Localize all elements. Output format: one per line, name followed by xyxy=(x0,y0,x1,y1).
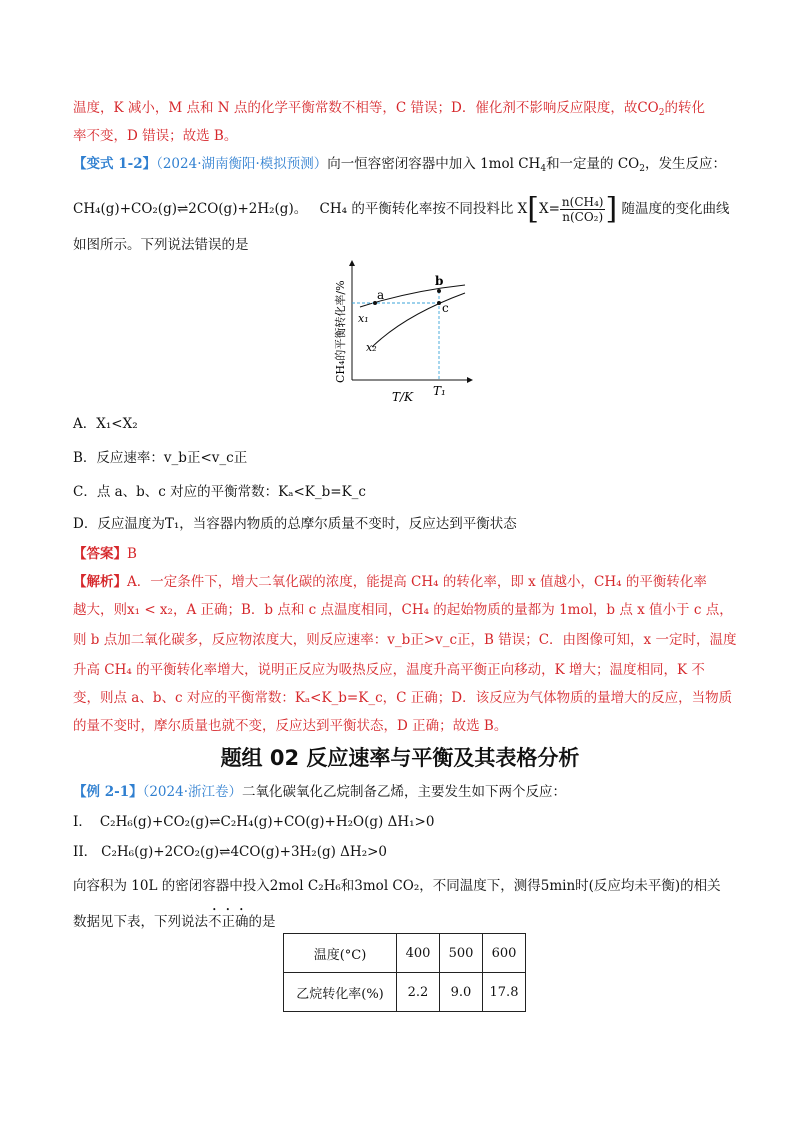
option-a: A．X₁<X₂ xyxy=(73,416,138,432)
example-condition-line: 向容积为 10L 的密闭容器中投入2mol C₂H₆和3mol CO₂，不同温度下，测得5min时(反应均未平衡)的相关 xyxy=(73,878,721,894)
emphasis-not-correct: 不正确 xyxy=(208,914,249,930)
example-2-1-header: 【例 2-1】（2024·浙江卷）二氧化碳氧化乙烷制备乙烯，主要发生如下两个反应： xyxy=(73,784,566,800)
point-c xyxy=(437,301,441,305)
option-d: D．反应温度为T₁，当容器内物质的总摩尔质量不变时，反应达到平衡状态 xyxy=(73,516,517,532)
reaction-equation: CH₄(g)+CO₂(g)⇌2CO(g)+2H₂(g)。 xyxy=(73,201,308,217)
option-c: C．点 a、b、c 对应的平衡常数：Kₐ<K_b=K_c xyxy=(73,484,366,500)
x-marker-t1: T₁ xyxy=(433,384,446,398)
variant-question-line: 如图所示。下列说法错误的是 xyxy=(73,237,249,253)
data-table xyxy=(283,933,526,1012)
table-cell: 9.0 xyxy=(440,973,483,1012)
analysis-line-1: 【解析】A．一定条件下，增大二氧化碳的浓度，能提高 CH₄ 的转化率，即 x 值越小，CH₄ 的平衡转化率 xyxy=(73,574,707,590)
reaction-i: I． C₂H₆(g)+CO₂(g)⇌C₂H₄(g)+CO(g)+H₂O(g) ΔH₁>0 xyxy=(73,814,435,830)
y-axis-label: CH₄的平衡转化率/% xyxy=(334,280,347,383)
x-axis-label: T/K xyxy=(392,390,414,404)
table-row xyxy=(284,973,526,1012)
table-cell: 600 xyxy=(483,934,526,973)
reaction-ii: II． C₂H₆(g)+2CO₂(g)⇌4CO(g)+3H₂(g) ΔH₂>0 xyxy=(73,844,388,860)
conversion-temperature-chart xyxy=(320,255,480,410)
table-cell: 500 xyxy=(440,934,483,973)
series-x2-label: x₂ xyxy=(366,341,377,354)
table-header-cell: 乙烷转化率(%) xyxy=(284,973,397,1012)
table-cell: 2.2 xyxy=(397,973,440,1012)
point-a-label: a xyxy=(377,288,385,302)
table-row xyxy=(284,934,526,973)
point-b-label: b xyxy=(435,274,444,288)
series-x1-label: x₁ xyxy=(358,312,369,325)
analysis-continued-line-2: 率不变，D 错误；故选 B。 xyxy=(73,128,238,144)
series-x2-curve xyxy=(372,293,465,347)
variant-1-2-header: 【变式 1-2】（2024·湖南衡阳·模拟预测）向一恒容密闭容器中加入 1mol $CH_4$和一定量的 $CO_2$，发生反应： xyxy=(73,156,726,174)
analysis-line-6: 的量不变时，摩尔质量也就不变，反应达到平衡状态，D 正确；故选 B。 xyxy=(73,718,508,734)
example-question-line: 数据见下表，下列说法不正确的是 xyxy=(73,914,276,930)
analysis-line-3: 则 b 点加二氧化碳多，反应物浓度大，则反应速率：v_b正>v_c正，B 错误；C．由图像可知，x 一定时，温度 xyxy=(73,632,737,648)
analysis-line-2: 越大，则x₁ < x₂，A 正确；B．b 点和 c 点温度相同，CH₄ 的起始物质的量都为 1mol，b 点 x 值小于 c 点， xyxy=(73,602,733,618)
analysis-line-5: 变，则点 a、b、c 对应的平衡常数：Kₐ<K_b=K_c，C 正确；D．该反应为气体物质的量增大的反应，当物质 xyxy=(73,690,733,706)
analysis-line-4: 升高 CH₄ 的平衡转化率增大，说明正反应为吸热反应，温度升高平衡正向移动，K 增大；温度相同，K 不 xyxy=(73,662,705,678)
section-title: 题组 02 反应速率与平衡及其表格分析 xyxy=(220,746,580,770)
point-b xyxy=(437,289,441,293)
table-cell: 400 xyxy=(397,934,440,973)
reaction-equation-line: CH₄(g)+CO₂(g)⇌2CO(g)+2H₂(g)。 CH₄ 的平衡转化率按不同投料比 X[X= $\frac{\text{n(CH₄)}}{\text{n(CO₂)}}$ ] 随温度的变化曲线 xyxy=(73,191,730,227)
point-c-label: c xyxy=(442,301,449,315)
analysis-continued-line-1: 温度，K 减小，M 点和 N 点的化学平衡常数不相等，C 错误；D．催化剂不影响反应限度，故$CO_2$的转化 xyxy=(73,100,705,118)
table-header-cell: 温度(°C) xyxy=(284,934,397,973)
answer: 【答案】B xyxy=(73,546,137,562)
ratio-fraction: $\frac{\text{n(CH₄)}}{\text{n(CO₂)}}$ xyxy=(561,195,604,224)
option-b: B．反应速率：v_b正<v_c正 xyxy=(73,450,248,466)
table-cell: 17.8 xyxy=(483,973,526,1012)
